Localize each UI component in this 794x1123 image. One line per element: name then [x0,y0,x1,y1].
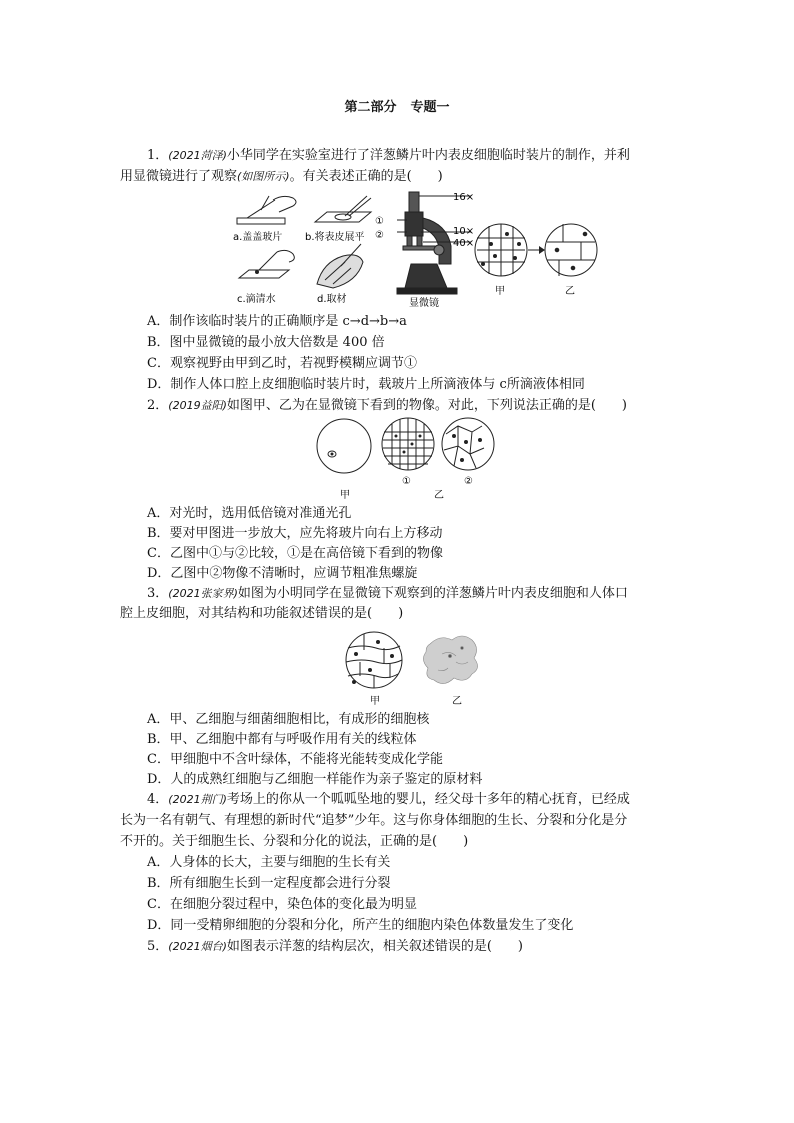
caption-c: c.滴清水 [237,294,276,305]
objective-low-label: 10× [453,226,475,237]
arrow-head [539,246,545,254]
cover-slip-drawing [237,196,296,224]
view-jia-q2 [317,419,371,473]
question-4-line-2: 长为一名有朝气、有理想的新时代“追梦”少年。这与你身体细胞的生长、分裂和分化是分 [120,813,628,828]
spread-epidermis-drawing [315,196,371,222]
caption-d: d.取材 [317,294,347,305]
caption-b: b.将表皮展平 [305,232,365,243]
page-title [0,96,794,115]
question-1-figure [225,188,605,312]
q2-option-d: D．乙图中②物像不清晰时，应调节粗准焦螺旋 [147,566,418,581]
question-3-line-1: 3．(2021张家界)如图为小明同学在显微镜下观察到的洋葱鳞片叶内表皮细胞和人体口 [147,586,628,601]
question-1-source: (2021菏泽) [168,149,227,162]
onion-scale-drawing [317,244,363,288]
caption-yi-1: 乙 [565,286,575,297]
q3-option-d: D．人的成熟红细胞与乙细胞一样能作为亲子鉴定的原材料 [147,772,483,787]
caption-a: a.盖盖玻片 [233,232,283,243]
q1-option-a: A．制作该临时装片的正确顺序是 c→d→b→a [147,314,407,329]
caption-yi-3: 乙 [452,696,462,707]
q4-option-a: A．人身体的长大，主要与细胞的生长有关 [147,855,391,870]
q3-option-b: B．甲、乙细胞中都有与呼吸作用有关的线粒体 [147,732,417,747]
question-1-line-1: 1．(2021菏泽)小华同学在实验室进行了洋葱鳞片叶内表皮细胞临时装片的制作，并利 [147,148,630,163]
caption-jia-2: 甲 [340,490,350,501]
objective-high-label: 40× [453,238,475,249]
question-5-line-1: 5．(2021烟台)如图表示洋葱的结构层次，相关叙述错误的是( ) [147,939,524,954]
question-3-figure [338,626,488,710]
marker-1-q2: ① [402,476,411,487]
question-5-source: (2021烟台) [168,940,227,953]
marker-2: ② [375,230,384,241]
part-label: 第二部分 [344,100,397,115]
q2-option-b: B．要对甲图进一步放大，应先将玻片向右上方移动 [147,526,443,541]
q3-option-c: C．甲细胞中不含叶绿体，不能将光能转变成化学能 [147,752,443,767]
question-2-figure [316,416,496,504]
topic-label: 专题一 [410,100,450,115]
view-2-q2 [442,418,494,470]
q3-option-a: A．甲、乙细胞与细菌细胞相比，有成形的细胞核 [147,712,430,727]
question-3-line-2: 腔上皮细胞，对其结构和功能叙述错误的是( ) [120,606,404,621]
question-2-line-1: 2．(2019益阳)如图甲、乙为在显微镜下看到的物像。对此，下列说法正确的是( ) [147,398,628,413]
eyepiece-label: 16× [453,192,475,203]
marker-2-q2: ② [464,476,473,487]
view-1-q2 [382,418,434,470]
question-4-line-3: 不开的。关于细胞生长、分裂和分化的说法，正确的是( ) [120,834,469,849]
caption-microscope: 显微镜 [409,298,439,309]
cheek-cells-drawing [423,636,477,684]
q2-option-a: A．对光时，选用低倍镜对准通光孔 [147,506,352,521]
caption-yi-2: 乙 [434,490,444,501]
view-jia-drawing [475,224,527,276]
onion-cells-drawing [346,632,402,688]
question-4-source: (2021荆门) [168,793,227,806]
question-4-line-1: 4．(2021荆门)考场上的你从一个呱呱坠地的婴儿，经父母十多年的精心抚育，已经成 [147,792,630,807]
q1-option-c: C．观察视野由甲到乙时，若视野模糊应调节① [147,356,417,371]
q2-option-c: C．乙图中①与②比较，①是在高倍镜下看到的物像 [147,546,443,561]
question-2-source: (2019益阳) [168,399,227,412]
q4-option-b: B．所有细胞生长到一定程度都会进行分裂 [147,876,391,891]
drip-water-drawing [239,250,294,278]
q4-option-d: D．同一受精卵细胞的分裂和分化，所产生的细胞内染色体数量发生了变化 [147,918,574,933]
view-yi-drawing [545,224,597,276]
q4-option-c: C．在细胞分裂过程中，染色体的变化最为明显 [147,897,417,912]
caption-jia-3: 甲 [370,696,380,707]
question-1-line-2: 用显微镜进行了观察(如图所示)。有关表述正确的是( ) [120,169,443,184]
q1-option-d: D．制作人体口腔上皮细胞临时装片时，载玻片上所滴液体与 c所滴液体相同 [147,377,585,392]
q1-option-b: B．图中显微镜的最小放大倍数是 400 倍 [147,335,385,350]
marker-1: ① [375,216,384,227]
question-3-source: (2021张家界) [168,587,238,600]
caption-jia-1: 甲 [495,286,505,297]
